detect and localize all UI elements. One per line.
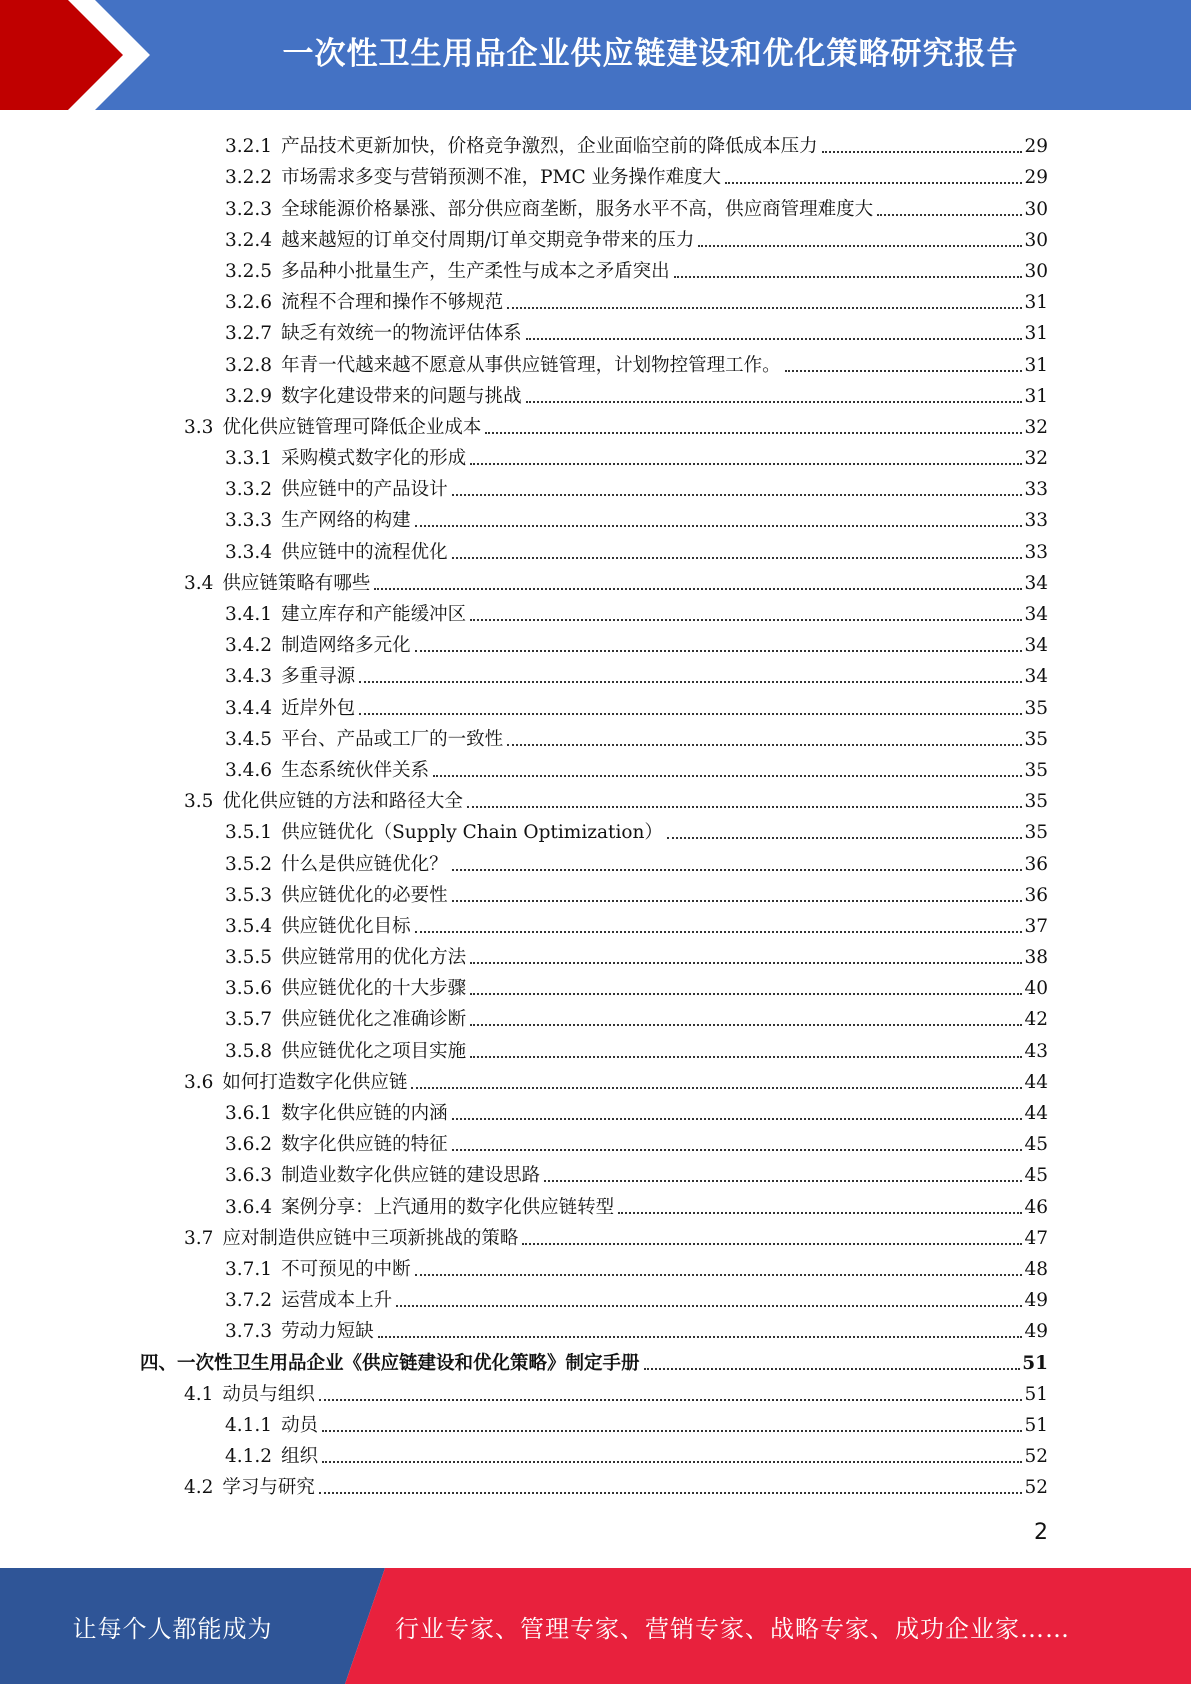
- toc-entry-page: 44: [1024, 1071, 1048, 1093]
- toc-entry-number: 3.2.7: [225, 323, 273, 345]
- toc-entry[interactable]: [140, 1282, 1048, 1313]
- toc-entry[interactable]: [140, 378, 1048, 409]
- toc-entry[interactable]: [140, 1064, 1048, 1095]
- toc-entry-number: 3.4.6: [225, 759, 273, 781]
- toc-dot-leader: [470, 619, 1022, 621]
- toc-entry-title: 优化供应链管理可降低企业成本: [222, 416, 482, 438]
- toc-entry-title: 缺乏有效统一的物流评估体系: [281, 323, 522, 345]
- toc-entry-number: 3.5: [184, 791, 214, 813]
- toc-entry-title: 市场需求多变与营销预测不准，PMC 业务操作难度大: [281, 167, 722, 189]
- toc-dot-leader: [470, 463, 1022, 465]
- toc-dot-leader: [644, 1368, 1021, 1370]
- toc-entry[interactable]: [140, 440, 1048, 471]
- toc-entry[interactable]: [140, 689, 1048, 720]
- toc-entry-number: 3.4.2: [225, 635, 273, 657]
- toc-entry-page: 36: [1024, 853, 1048, 875]
- toc-entry-page: 44: [1024, 1103, 1048, 1124]
- toc-entry-number: 3.2.5: [225, 260, 273, 282]
- toc-dot-leader: [415, 525, 1023, 527]
- toc-entry[interactable]: [140, 814, 1048, 845]
- toc-entry-page: 32: [1024, 448, 1048, 470]
- toc-entry[interactable]: [140, 752, 1048, 783]
- toc-entry[interactable]: [140, 315, 1048, 346]
- toc-entry-number: 4.1.2: [225, 1446, 273, 1468]
- toc-entry-title: 采购模式数字化的形成: [281, 448, 467, 470]
- toc-entry[interactable]: [140, 222, 1048, 253]
- toc-entry-page: 48: [1024, 1258, 1048, 1280]
- toc-dot-leader: [415, 1274, 1023, 1276]
- toc-entry-number: 3.3.1: [225, 448, 273, 470]
- toc-entry-title: 建立库存和产能缓冲区: [281, 604, 467, 625]
- toc-entry-page: 51: [1024, 1414, 1048, 1436]
- toc-dot-leader: [319, 1399, 1023, 1401]
- toc-dot-leader: [822, 151, 1023, 153]
- toc-dot-leader: [674, 276, 1023, 278]
- toc-entry-page: 29: [1024, 136, 1048, 158]
- toc-entry[interactable]: [140, 627, 1048, 658]
- toc-entry[interactable]: [140, 1438, 1048, 1469]
- toc-entry-title: 供应链中的流程优化: [281, 541, 448, 563]
- toc-entry-page: 31: [1024, 292, 1048, 314]
- toc-entry-title: 供应链中的产品设计: [281, 479, 448, 501]
- toc-entry-page: 35: [1024, 697, 1048, 719]
- toc-entry-title: 制造业数字化供应链的建设思路: [281, 1165, 541, 1187]
- toc-entry-page: 35: [1024, 822, 1048, 844]
- toc-dot-leader: [485, 432, 1022, 434]
- page-footer: [0, 1568, 1191, 1684]
- toc-entry-page: 34: [1024, 635, 1048, 657]
- toc-dot-leader: [667, 837, 1023, 839]
- toc-entry-number: 3.7.2: [225, 1290, 273, 1312]
- toc-entry-page: 31: [1024, 354, 1048, 376]
- toc-entry[interactable]: [140, 1157, 1048, 1188]
- toc-entry-title: 供应链优化之项目实施: [281, 1040, 467, 1062]
- toc-entry-page: 31: [1024, 385, 1048, 407]
- toc-entry-page: 35: [1024, 759, 1048, 781]
- toc-dot-leader: [698, 245, 1022, 247]
- toc-entry-number: 3.5.2: [225, 853, 273, 875]
- toc-entry[interactable]: [140, 596, 1048, 627]
- toc-entry-title: 供应链策略有哪些: [222, 572, 371, 594]
- toc-entry-title: 数字化建设带来的问题与挑战: [281, 385, 522, 407]
- toc-entry-title: 越来越短的订单交付周期/订单交期竞争带来的压力: [281, 229, 695, 251]
- toc-entry-number: 3.2.9: [225, 385, 273, 407]
- toc-dot-leader: [452, 1149, 1023, 1151]
- footer-slogan-left: 让每个人都能成为: [72, 1614, 273, 1643]
- toc-entry-title: 动员与组织: [222, 1383, 315, 1405]
- toc-entry[interactable]: [140, 721, 1048, 752]
- toc-dot-leader: [415, 650, 1023, 652]
- toc-entry-title: 运营成本上升: [281, 1290, 393, 1312]
- toc-entry[interactable]: [140, 970, 1048, 1001]
- toc-entry-page: 35: [1024, 728, 1048, 750]
- toc-entry-number: 3.6.1: [225, 1103, 273, 1124]
- toc-entry-title: 不可预见的中断: [281, 1258, 411, 1280]
- toc-entry-title: 什么是供应链优化？: [281, 853, 448, 875]
- toc-entry[interactable]: [140, 1032, 1048, 1063]
- toc-entry-page: 36: [1024, 884, 1048, 906]
- toc-entry-page: 52: [1024, 1477, 1048, 1499]
- toc-entry-number: 3.2.2: [225, 167, 273, 189]
- toc-dot-leader: [452, 900, 1023, 902]
- toc-entry[interactable]: [140, 1126, 1048, 1157]
- toc-entry-page: 45: [1024, 1134, 1048, 1156]
- toc-entry-title: 生产网络的构建: [281, 510, 411, 532]
- toc-dot-leader: [378, 1336, 1023, 1338]
- toc-entry[interactable]: [140, 1407, 1048, 1438]
- toc-dot-leader: [433, 775, 1022, 777]
- toc-entry-page: 30: [1024, 229, 1048, 251]
- toc-dot-leader: [411, 1087, 1022, 1089]
- toc-entry-title: 供应链优化的必要性: [281, 884, 448, 906]
- toc-entry[interactable]: [140, 128, 1048, 159]
- toc-entry-number: 3.4.5: [225, 728, 273, 750]
- toc-entry[interactable]: [140, 1251, 1048, 1282]
- toc-entry-title: 供应链优化目标: [281, 915, 411, 937]
- toc-entry-title: 优化供应链的方法和路径大全: [222, 791, 463, 813]
- toc-entry-title: 应对制造供应链中三项新挑战的策略: [222, 1227, 519, 1249]
- toc-entry-number: 3.5.1: [225, 822, 273, 844]
- toc-dot-leader: [467, 806, 1023, 808]
- toc-entry-title: 学习与研究: [222, 1477, 315, 1499]
- toc-entry-page: 42: [1024, 1009, 1048, 1031]
- toc-entry-title: 供应链优化的十大步骤: [281, 978, 467, 1000]
- toc-entry-page: 29: [1024, 167, 1048, 189]
- toc-dot-leader: [452, 1118, 1023, 1120]
- toc-entry-title: 平台、产品或工厂的一致性: [281, 728, 504, 750]
- toc-entry-page: 34: [1024, 572, 1048, 594]
- toc-entry-title: 多重寻源: [281, 666, 356, 688]
- toc-entry-title: 案例分享：上汽通用的数字化供应链转型: [281, 1196, 615, 1218]
- toc-entry-number: 3.5.5: [225, 947, 273, 969]
- toc-entry-number: 3.3.3: [225, 510, 273, 532]
- toc-entry-page: 45: [1024, 1165, 1048, 1187]
- toc-entry[interactable]: [140, 1313, 1048, 1344]
- toc-entry-page: 34: [1024, 604, 1048, 625]
- toc-entry[interactable]: [140, 565, 1048, 596]
- toc-dot-leader: [470, 993, 1022, 995]
- toc-entry-number: 3.4.4: [225, 697, 273, 719]
- toc-entry-title: 多品种小批量生产，生产柔性与成本之矛盾突出: [281, 260, 670, 282]
- toc-entry[interactable]: [140, 533, 1048, 564]
- header-title: 一次性卫生用品企业供应链建设和优化策略研究报告: [282, 35, 1019, 72]
- toc-dot-leader: [725, 182, 1022, 184]
- toc-entry-title: 数字化供应链的特征: [281, 1134, 448, 1156]
- toc-entry-title: 产品技术更新加快，价格竞争激烈，企业面临空前的降低成本压力: [281, 136, 818, 158]
- toc-dot-leader: [322, 1461, 1022, 1463]
- page-number: 2: [1034, 1520, 1048, 1545]
- toc-entry-number: 3.4.1: [225, 604, 273, 625]
- toc-dot-leader: [374, 588, 1022, 590]
- toc-entry-number: 3.7: [184, 1227, 214, 1249]
- toc-entry-number: 3.3: [184, 416, 214, 438]
- toc-entry[interactable]: [140, 284, 1048, 315]
- toc-entry-page: 43: [1024, 1040, 1048, 1062]
- toc-entry-title: 流程不合理和操作不够规范: [281, 292, 504, 314]
- toc-dot-leader: [470, 962, 1022, 964]
- toc-dot-leader: [618, 1212, 1022, 1214]
- toc-entry-page: 37: [1024, 915, 1048, 937]
- toc-entry-page: 49: [1024, 1321, 1048, 1343]
- toc-dot-leader: [359, 681, 1022, 683]
- toc-dot-leader: [785, 370, 1023, 372]
- toc-entry-title: 四、一次性卫生用品企业《供应链建设和优化策略》制定手册: [140, 1352, 640, 1374]
- toc-entry-number: 3.6.2: [225, 1134, 273, 1156]
- toc-entry[interactable]: [140, 1469, 1048, 1500]
- toc-entry-page: 38: [1024, 947, 1048, 969]
- toc-entry-number: 3.2.8: [225, 354, 273, 376]
- toc-entry-page: 30: [1024, 198, 1048, 220]
- toc-dot-leader: [522, 1243, 1022, 1245]
- toc-entry-page: 31: [1024, 323, 1048, 345]
- toc-entry-number: 3.4.3: [225, 666, 273, 688]
- toc-entry-number: 3.2.1: [225, 136, 273, 158]
- toc-entry-page: 51: [1024, 1383, 1048, 1405]
- toc-entry[interactable]: [140, 471, 1048, 502]
- toc-entry[interactable]: [140, 502, 1048, 533]
- toc-entry[interactable]: [140, 783, 1048, 814]
- toc-entry[interactable]: [140, 658, 1048, 689]
- toc-entry-title: 组织: [281, 1446, 319, 1468]
- toc-dot-leader: [415, 931, 1023, 933]
- toc-dot-leader: [319, 1492, 1023, 1494]
- toc-entry-number: 3.2.4: [225, 229, 273, 251]
- toc-entry[interactable]: [140, 1001, 1048, 1032]
- toc-entry[interactable]: [140, 159, 1048, 190]
- toc-dot-leader: [526, 338, 1023, 340]
- toc-entry[interactable]: [140, 1220, 1048, 1251]
- toc-entry-number: 3.6.4: [225, 1196, 273, 1218]
- toc-entry-page: 46: [1024, 1196, 1048, 1218]
- toc-dot-leader: [452, 494, 1023, 496]
- toc-entry-title: 供应链优化之准确诊断: [281, 1009, 467, 1031]
- toc-dot-leader: [544, 1180, 1022, 1182]
- toc-entry-number: 3.4: [184, 572, 214, 594]
- toc-entry-page: 33: [1024, 541, 1048, 563]
- toc-entry-page: 33: [1024, 479, 1048, 501]
- toc-entry[interactable]: [140, 409, 1048, 440]
- toc-entry-number: 3.3.2: [225, 479, 273, 501]
- toc-entry-page: 33: [1024, 510, 1048, 532]
- toc-entry[interactable]: [140, 908, 1048, 939]
- toc-dot-leader: [507, 744, 1022, 746]
- toc-dot-leader: [526, 401, 1023, 403]
- toc-entry[interactable]: [140, 346, 1048, 377]
- toc-dot-leader: [470, 1056, 1022, 1058]
- toc-dot-leader: [359, 713, 1022, 715]
- footer-slogan-right: 行业专家、管理专家、营销专家、战略专家、成功企业家……: [395, 1614, 1070, 1643]
- page-header: [0, 0, 1191, 110]
- toc-entry-title: 劳动力短缺: [281, 1321, 374, 1343]
- toc-entry-number: 3.6: [184, 1071, 214, 1093]
- toc-entry[interactable]: [140, 190, 1048, 221]
- toc-entry-page: 32: [1024, 416, 1048, 438]
- toc-entry-number: 4.2: [184, 1477, 214, 1499]
- toc-entry-title: 制造网络多元化: [281, 635, 411, 657]
- toc-entry-title: 数字化供应链的内涵: [281, 1103, 448, 1124]
- toc-entry-page: 34: [1024, 666, 1048, 688]
- toc-entry[interactable]: [140, 877, 1048, 908]
- toc-entry-page: 51: [1022, 1352, 1048, 1374]
- toc-entry[interactable]: [140, 1188, 1048, 1219]
- toc-entry-number: 3.5.3: [225, 884, 273, 906]
- toc-entry-title: 近岸外包: [281, 697, 356, 719]
- toc-entry-page: 40: [1024, 978, 1048, 1000]
- toc-entry-number: 3.2.3: [225, 198, 273, 220]
- toc-entry[interactable]: [140, 1095, 1048, 1126]
- toc-dot-leader: [452, 557, 1023, 559]
- toc-entry-page: 30: [1024, 260, 1048, 282]
- toc-dot-leader: [507, 307, 1022, 309]
- toc-entry-page: 52: [1024, 1446, 1048, 1468]
- toc-entry-number: 3.5.4: [225, 915, 273, 937]
- toc-entry-title: 供应链常用的优化方法: [281, 947, 467, 969]
- toc-dot-leader: [396, 1305, 1022, 1307]
- toc-dot-leader: [877, 214, 1022, 216]
- table-of-contents: [140, 128, 1048, 1500]
- toc-entry[interactable]: [140, 845, 1048, 876]
- toc-dot-leader: [470, 1024, 1022, 1026]
- toc-entry-number: 4.1.1: [225, 1414, 273, 1436]
- toc-entry-number: 3.7.3: [225, 1321, 273, 1343]
- toc-entry[interactable]: [140, 939, 1048, 970]
- toc-entry[interactable]: [140, 1376, 1048, 1407]
- toc-entry-title: 动员: [281, 1414, 319, 1436]
- toc-entry-title: 如何打造数字化供应链: [222, 1071, 408, 1093]
- toc-entry[interactable]: [140, 1344, 1048, 1375]
- toc-entry-number: 4.1: [184, 1383, 214, 1405]
- toc-entry-page: 49: [1024, 1290, 1048, 1312]
- toc-dot-leader: [452, 869, 1023, 871]
- toc-entry-number: 3.5.6: [225, 978, 273, 1000]
- toc-entry-page: 47: [1024, 1227, 1048, 1249]
- toc-entry-number: 3.5.8: [225, 1040, 273, 1062]
- toc-entry-title: 供应链优化（Supply Chain Optimization）: [281, 822, 663, 844]
- toc-entry-number: 3.5.7: [225, 1009, 273, 1031]
- toc-entry-page: 35: [1024, 791, 1048, 813]
- toc-entry-title: 生态系统伙伴关系: [281, 759, 430, 781]
- toc-entry-number: 3.7.1: [225, 1258, 273, 1280]
- toc-entry-number: 3.2.6: [225, 292, 273, 314]
- toc-dot-leader: [322, 1430, 1022, 1432]
- toc-entry-title: 年青一代越来越不愿意从事供应链管理，计划物控管理工作。: [281, 354, 781, 376]
- toc-entry-number: 3.3.4: [225, 541, 273, 563]
- toc-entry-title: 全球能源价格暴涨、部分供应商垄断，服务水平不高，供应商管理难度大: [281, 198, 874, 220]
- toc-entry[interactable]: [140, 253, 1048, 284]
- toc-entry-number: 3.6.3: [225, 1165, 273, 1187]
